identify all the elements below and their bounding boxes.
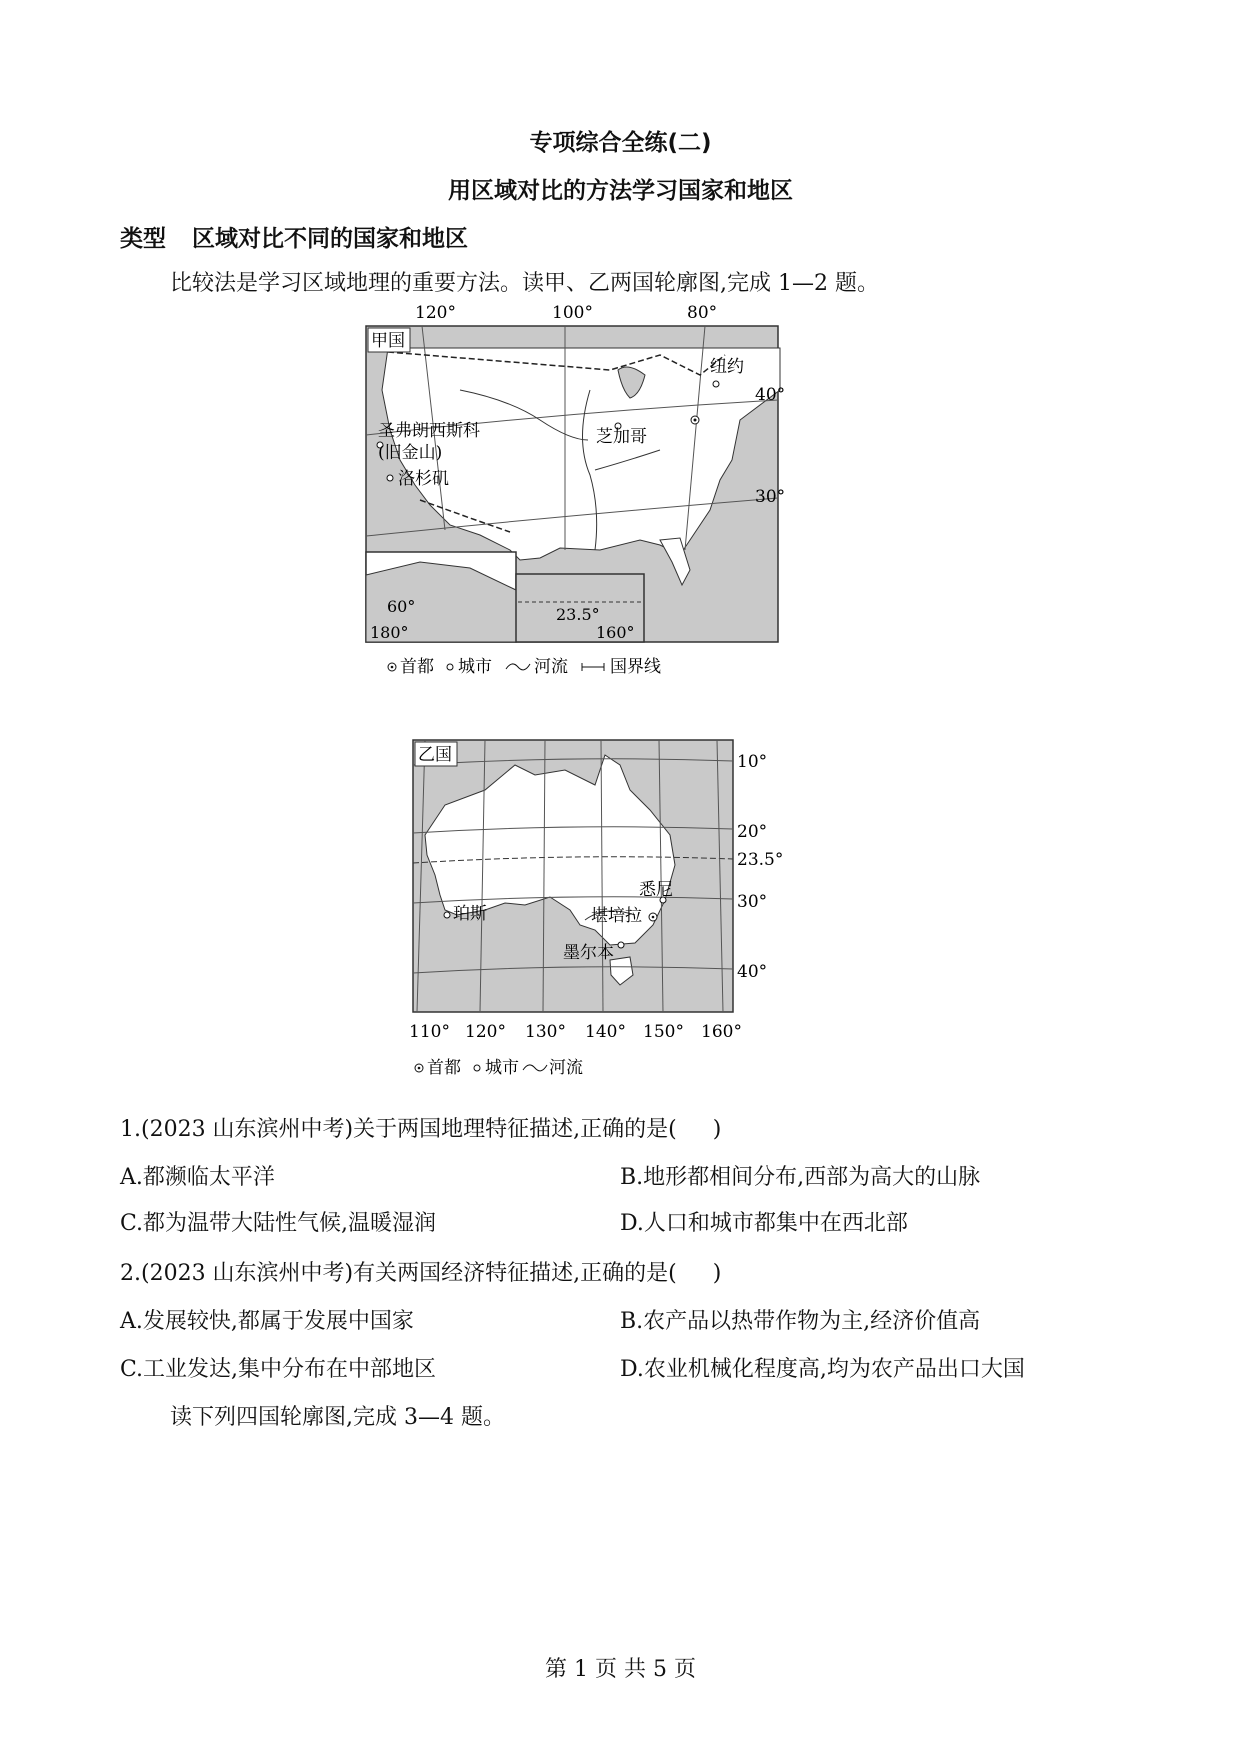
capital-center	[652, 916, 655, 919]
legend-capital: 首都	[427, 1058, 461, 1078]
lat-label: 20°	[737, 822, 768, 842]
river-icon	[506, 664, 530, 670]
city-icon	[474, 1065, 480, 1071]
lon-label: 130°	[525, 1022, 566, 1042]
legend-jia	[388, 657, 661, 677]
type-name: 区域对比不同的国家和地区	[192, 226, 468, 252]
lat-label: 40°	[737, 962, 768, 982]
intro-paragraph-2: 读下列四国轮廓图,完成 3—4 题。	[170, 1405, 505, 1430]
city-label: 纽约	[710, 357, 744, 377]
section-heading	[120, 220, 494, 253]
q2-option-b[interactable]: B.农产品以热带作物为主,经济价值高	[620, 1309, 981, 1334]
legend-river: 河流	[534, 657, 568, 677]
page-subtitle: 用区域对比的方法学习国家和地区	[448, 178, 793, 204]
lon-label: 110°	[409, 1022, 450, 1042]
city-dot	[387, 475, 393, 481]
question-2-close: )	[712, 1261, 722, 1286]
city-label: 堪培拉	[591, 906, 642, 926]
inset-label: 23.5°	[556, 605, 600, 624]
city-label: 洛杉矶	[398, 469, 449, 489]
inset-label: 60°	[387, 597, 416, 616]
lat-label: 23.5°	[737, 850, 784, 870]
capital-icon-center	[418, 1067, 421, 1070]
q1-option-a[interactable]: A.都濒临太平洋	[120, 1165, 275, 1190]
city-dot	[713, 381, 719, 387]
lon-label: 120°	[465, 1022, 506, 1042]
city-label: 悉尼	[639, 880, 673, 900]
lon-label: 140°	[585, 1022, 626, 1042]
q1-option-d[interactable]: D.人口和城市都集中在西北部	[620, 1211, 908, 1236]
q2-option-a[interactable]: A.发展较快,都属于发展中国家	[120, 1309, 414, 1334]
legend-city: 城市	[485, 1058, 519, 1078]
question-1	[120, 1112, 721, 1143]
legend-capital: 首都	[400, 657, 434, 677]
lon-label: 160°	[701, 1022, 742, 1042]
lon-label: 100°	[552, 303, 593, 323]
lat-label: 30°	[755, 487, 786, 507]
q2-option-d[interactable]: D.农业机械化程度高,均为农产品出口大国	[620, 1357, 1025, 1382]
map-yi	[405, 735, 805, 1085]
legend-city: 城市	[458, 657, 492, 677]
lat-label: 10°	[737, 752, 768, 772]
question-2	[120, 1256, 721, 1287]
lon-label: 150°	[643, 1022, 684, 1042]
inset-label: 160°	[596, 623, 635, 642]
intro-paragraph-1: 比较法是学习区域地理的重要方法。读甲、乙两国轮廓图,完成 1—2 题。	[170, 271, 879, 296]
capital-icon-center	[391, 666, 394, 669]
legend-yi	[415, 1058, 583, 1078]
city-label: 墨尔本	[563, 943, 614, 963]
inset-label: 180°	[370, 623, 409, 642]
lon-label: 80°	[687, 303, 718, 323]
legend-border: 国界线	[610, 657, 661, 677]
lat-label: 30°	[737, 892, 768, 912]
lat-label: 40°	[755, 385, 786, 405]
city-label: 圣弗朗西斯科	[378, 421, 480, 441]
page-title: 专项综合全练(二)	[529, 130, 712, 156]
city-label: 芝加哥	[596, 427, 647, 447]
city-label: 珀斯	[453, 904, 487, 924]
border-icon	[582, 663, 604, 671]
city-icon	[447, 664, 453, 670]
city-label: (旧金山)	[378, 443, 443, 463]
map-label: 甲国	[371, 331, 405, 351]
question-2-stem: 2.(2023 山东滨州中考)有关两国经济特征描述,正确的是(	[120, 1261, 677, 1286]
map-label: 乙国	[418, 745, 452, 765]
q2-option-c[interactable]: C.工业发达,集中分布在中部地区	[120, 1357, 437, 1382]
q1-option-b[interactable]: B.地形都相间分布,西部为高大的山脉	[620, 1165, 981, 1190]
legend-river: 河流	[549, 1058, 583, 1078]
q1-option-c[interactable]: C.都为温带大陆性气候,温暖湿润	[120, 1211, 437, 1236]
lon-label: 120°	[415, 303, 456, 323]
page-footer: 第 1 页 共 5 页	[545, 1657, 696, 1682]
question-1-stem: 1.(2023 山东滨州中考)关于两国地理特征描述,正确的是(	[120, 1117, 677, 1142]
river-icon	[523, 1065, 547, 1071]
type-label: 类型	[120, 226, 166, 252]
city-dot	[444, 912, 450, 918]
city-dot	[618, 942, 624, 948]
map-jia	[360, 300, 840, 720]
question-1-close: )	[712, 1117, 722, 1142]
capital-center	[694, 419, 697, 422]
